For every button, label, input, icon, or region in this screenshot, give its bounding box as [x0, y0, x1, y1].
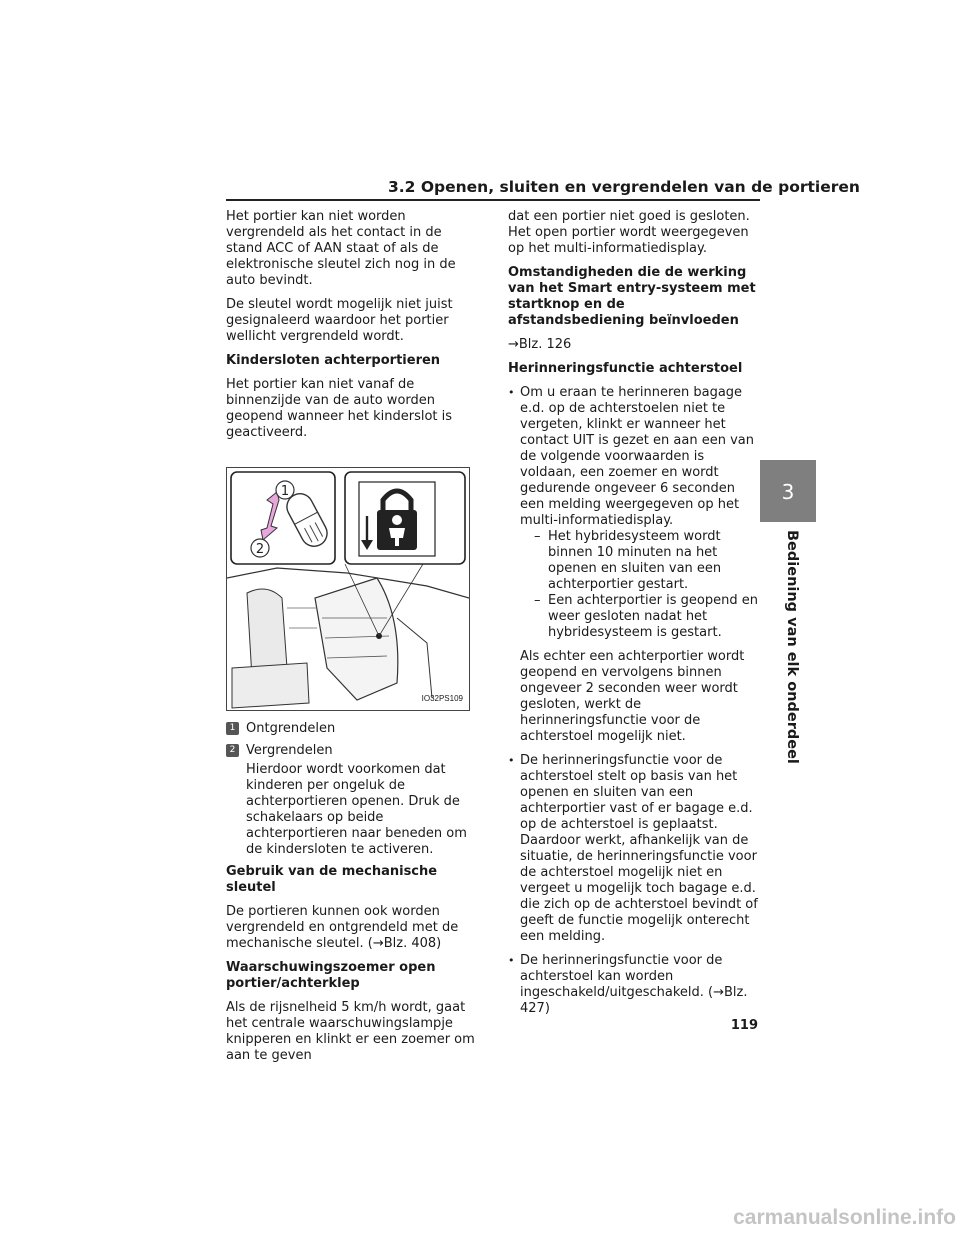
- dash-mark: –: [534, 529, 541, 544]
- section-heading: Kindersloten achterportieren: [226, 353, 441, 368]
- left-column: [226, 209, 476, 1072]
- paragraph: Het portier kan niet worden vergrendeld als het contact in de stand ACC of AAN staat of als de elektronische sleutel zich nog in de auto bevindt.: [226, 209, 456, 288]
- section-heading: Gebruik van de mechanische sleutel: [226, 864, 438, 895]
- section-heading: Omstandigheden die de werking van het Smart entry-systeem met startknop en de afstandsbediening beïnvloeden: [508, 265, 756, 328]
- bullet-continuation: Als echter een achterportier wordt geopend en vervolgens binnen ongeveer 2 seconden weer wordt gesloten, werkt de herinneringsfunctie voor de achterstoel mogelijk niet.: [520, 649, 745, 744]
- paragraph: De portieren kunnen ook worden vergrendeld en ontgrendeld met de mechanische sleutel. (→Blz. 408): [226, 904, 459, 951]
- dash-item: [520, 529, 760, 593]
- list-item-text: Vergrendelen: [246, 743, 333, 758]
- figure-callout-2: 2: [255, 542, 265, 557]
- chapter-label: Bediening van elk onderdeel: [784, 530, 800, 764]
- page-number: 119: [730, 1018, 758, 1033]
- section-header: 3.2 Openen, sluiten en vergrendelen van de portieren: [388, 178, 860, 196]
- number-badge: 1: [226, 722, 239, 735]
- dash-text: Een achterportier is geopend en weer gesloten nadat het hybridesysteem is gestart.: [548, 593, 758, 640]
- bullet-item: [508, 753, 760, 945]
- bullet-text: • De herinneringsfunctie voor de achterstoel stelt op basis van het openen en sluiten van een achterportier vast of er bagage e.d. op de achterstoel is geplaatst. Daardoor werkt, afhankelijk van de situatie, de herinneringsfunctie voor de achterstoel mogelijk niet en vergeet u mogelijk toch bagage e.d. die zich op de achterstoel bevindt of geeft de functie mogelijk onterecht een melding.: [520, 753, 758, 944]
- child-lock-figure: [226, 467, 470, 711]
- list-item-text: Ontgrendelen: [246, 721, 336, 736]
- list-item: [226, 743, 476, 858]
- dash-item: [520, 593, 760, 641]
- list-item: [226, 721, 476, 737]
- dash-mark: –: [534, 593, 541, 608]
- list-item-description: Hierdoor wordt voorkomen dat kinderen per ongeluk de achterportieren openen. Druk de schakelaars op beide achterportieren naar beneden om de kindersloten te activeren.: [246, 762, 467, 857]
- header-rule: [226, 199, 760, 201]
- figure-callout-1: 1: [280, 484, 290, 499]
- section-heading: Waarschuwingszoemer open portier/achterklep: [226, 960, 436, 991]
- chapter-number: 3: [781, 480, 795, 504]
- section-heading: Herinneringsfunctie achterstoel: [508, 361, 743, 376]
- paragraph: dat een portier niet goed is gesloten. Het open portier wordt weergegeven op het multi-informatiedisplay.: [508, 209, 750, 256]
- right-column: [508, 209, 760, 1025]
- child-lock-illustration: [227, 468, 469, 710]
- paragraph: Het portier kan niet vanaf de binnenzijde van de auto worden geopend wanneer het kinderslot is geactiveerd.: [226, 377, 453, 440]
- watermark: carmanualsonline.info: [733, 1206, 956, 1229]
- figure-label: IO32PS109: [421, 694, 463, 703]
- paragraph: Als de rijsnelheid 5 km/h wordt, gaat het centrale waarschuwingslampje knipperen en klinkt er een zoemer om aan te geven: [226, 1000, 475, 1063]
- bullet-text: • Om u eraan te herinneren bagage e.d. op de achterstoelen niet te vergeten, klinkt er wanneer het contact UIT is gezet en aan een van de volgende voorwaarden is voldaan, een zoemer en wordt gedurende ongeveer 6 seconden een melding weergegeven op het multi-informatiedisplay.: [520, 385, 754, 528]
- bullet-item: [508, 953, 760, 1017]
- paragraph: De sleutel wordt mogelijk niet juist gesignaleerd waardoor het portier wellicht vergrendeld wordt.: [226, 297, 453, 344]
- paragraph: →Blz. 126: [508, 337, 572, 352]
- bullet-item: [508, 385, 760, 641]
- dash-text: Het hybridesysteem wordt binnen 10 minuten na het openen en sluiten van een achterportier gestart.: [548, 529, 722, 592]
- number-badge: 2: [226, 744, 239, 757]
- bullet-text: • De herinneringsfunctie voor de achterstoel kan worden ingeschakeld/uitgeschakeld. (→Blz. 427): [520, 953, 748, 1016]
